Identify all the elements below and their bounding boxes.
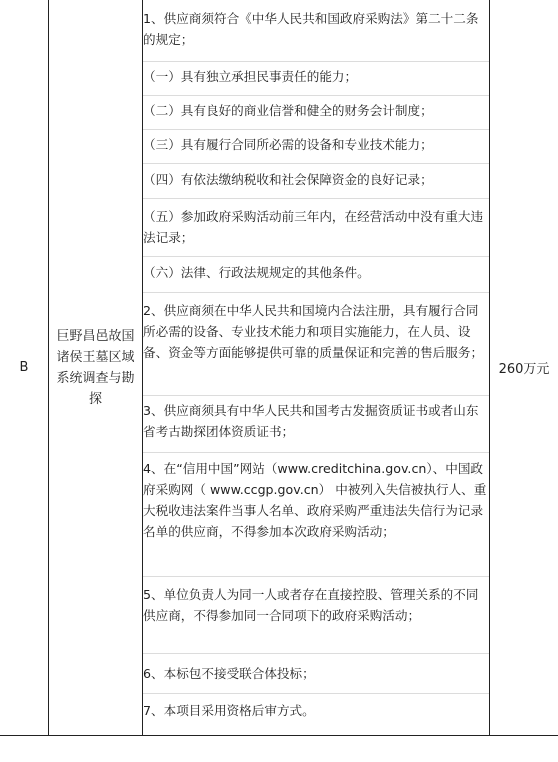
requirement-1: 1、供应商须符合《中华人民共和国政府采购法》第二十二条的规定； — [143, 11, 479, 47]
project-name: 巨野昌邑故国诸侯王墓区域系统调查与勘探 — [56, 328, 135, 407]
requirement-divider — [143, 576, 489, 577]
requirement-divider — [143, 61, 489, 62]
requirement-7: 7、本项目采用资格后审方式。 — [143, 703, 315, 718]
requirement-1-item-1: （一）具有独立承担民事责任的能力； — [143, 69, 358, 84]
requirement-2: 2、供应商须在中华人民共和国境内合法注册，具有履行合同所必需的设备、专业技术能力和项目实施能力，在人员、设备、资金等方面能够提供可靠的质量保证和完善的售后服务； — [143, 303, 484, 360]
requirement-6: 6、本标包不接受联合体投标； — [143, 666, 315, 681]
requirement-divider — [143, 198, 489, 199]
budget-amount: 260万元 — [498, 362, 550, 377]
requirement-1-item-4: （四）有依法缴纳税收和社会保障资金的良好记录； — [143, 172, 433, 187]
requirement-1-item-2: （二）具有良好的商业信誉和健全的财务会计制度； — [143, 103, 433, 118]
requirement-5: 5、单位负责人为同一人或者存在直接控股、管理关系的不同供应商，不得参加同一合同项下的政府采购活动； — [143, 587, 479, 623]
requirement-divider — [143, 256, 489, 257]
requirement-1-item-6: （六）法律、行政法规规定的其他条件。 — [143, 265, 370, 280]
requirement-divider — [143, 292, 489, 293]
requirement-1-item-3: （三）具有履行合同所必需的设备和专业技术能力； — [143, 137, 433, 152]
requirement-3: 3、供应商须具有中华人民共和国考古发掘资质证书或者山东省考古勘探团体资质证书； — [143, 403, 479, 439]
requirement-4: 4、在“信用中国”网站（www.creditchina.gov.cn）、中国政府采购网（ www.ccgp.gov.cn） 中被列入失信被执行人、重大税收违法案件当事人名单、政府采购严重违法失信行为记录名单的供应商，不得参加本次政府采购活动； — [143, 461, 487, 539]
requirement-divider — [143, 452, 489, 453]
requirement-divider — [143, 395, 489, 396]
package-cell — [0, 0, 48, 735]
requirements-cell — [143, 0, 489, 735]
requirement-divider — [143, 129, 489, 130]
requirement-divider — [143, 95, 489, 96]
budget-cell — [490, 0, 558, 735]
requirement-1-item-5: （五）参加政府采购活动前三年内，在经营活动中没有重大违法记录； — [143, 209, 484, 245]
project-name-cell — [49, 0, 142, 735]
requirement-divider — [143, 163, 489, 164]
requirement-divider — [143, 653, 489, 654]
package-label: B — [19, 360, 29, 375]
requirement-divider — [143, 693, 489, 694]
